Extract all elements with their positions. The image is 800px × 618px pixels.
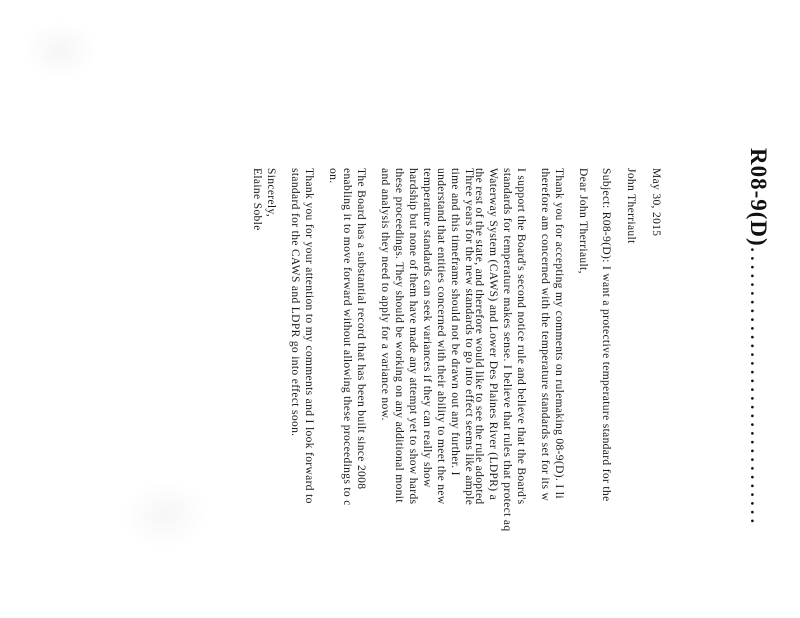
paragraph-3-line: these proceedings. They should be working on any additional monit	[393, 168, 405, 503]
paragraph-3-line: time and this timeframe should not be drawn out any further. I	[449, 168, 461, 476]
signature-name: Elaine Soble	[251, 168, 263, 231]
docket-heading	[745, 148, 771, 618]
paragraph-3-line: temperature standards can seek variances if they can really show	[421, 168, 433, 488]
scan-smudge	[20, 20, 100, 80]
paragraph-3-line: and analysis they need to apply for a variance now.	[379, 168, 391, 421]
salutation: Dear John Therriault,	[577, 168, 589, 274]
subject-line: Subject: R08-9(D): I want a protective temperature standard for the	[600, 168, 612, 502]
paragraph-2-line: standards for temperature makes sense. I believe that rules that protect aq	[501, 168, 513, 532]
letter-date: May 30, 2015	[650, 168, 662, 237]
paragraph-2-line: I support the Board's second notice rule and believe that the Board's	[515, 168, 527, 505]
paragraph-1-line: Thank you for accepting my comments on rulemaking 08-9(D). I li	[553, 168, 565, 499]
paragraph-5-line: Thank you for your attention to my comments and I look forward to	[303, 168, 315, 504]
paragraph-4-line: enabling it to move forward without allowing these proceedings to c	[341, 168, 353, 506]
paragraph-2-line: the rest of the state, and therefore would like to see the rule adopted	[473, 168, 485, 505]
paragraph-3-line: hardship but none of them have made any attempt yet to show hards	[407, 168, 419, 505]
paragraph-2-line: Waterway System (CAWS) and Lower Des Plaines River (LDPR) a	[487, 168, 499, 501]
docket-code: R08-9(D)	[746, 148, 771, 247]
closing: Sincerely,	[265, 168, 277, 218]
scan-smudge	[120, 480, 210, 550]
paragraph-4-line: on.	[327, 168, 339, 184]
recipient-name: John Therriault	[625, 168, 637, 244]
paragraph-5-line: standard for the CAWS and LDPR go into effect soon.	[289, 168, 301, 437]
paragraph-4-line: The Board has a substantial record that has been built since 2008	[355, 168, 367, 490]
paragraph-3-line: Three years for the new standards to go into effect seems like ample	[463, 168, 475, 506]
paragraph-1-line: therefore am concerned with the temperature standards set for its w	[539, 168, 551, 502]
dot-leader: ................................	[746, 246, 771, 527]
paragraph-3-line: understand that entities concerned with their ability to meet the new	[435, 168, 447, 505]
